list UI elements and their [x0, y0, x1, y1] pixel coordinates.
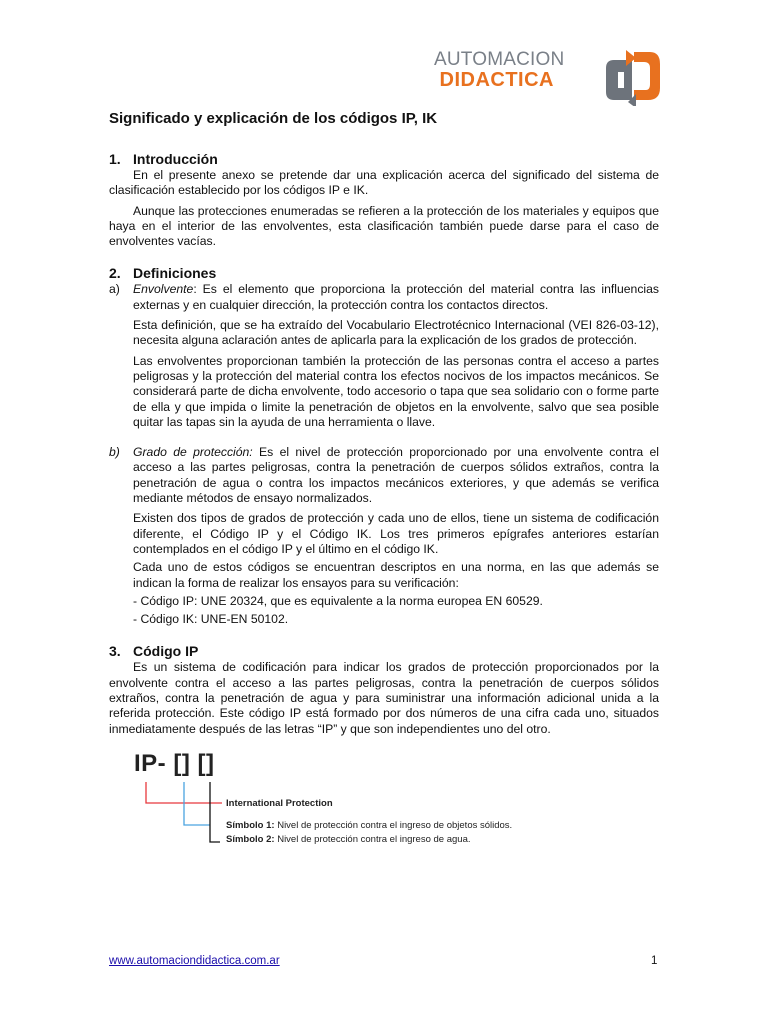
page-number: 1 — [651, 955, 658, 967]
paragraph: Cada uno de estos códigos se encuentran descriptos en una norma, en las que además se indican la forma de realizar los ensayos para su verificación: — [133, 560, 659, 590]
paragraph: Aunque las protecciones enumeradas se refieren a la protección de los materiales y equipos que haya en el interior de las envolventes, esta clasificación también puede darse para el caso de envolventes vacías. — [109, 203, 659, 249]
list-item: - Código IP: UNE 20324, que es equivalente a la norma europea EN 60529. — [133, 593, 543, 608]
diagram-symbol-1: Símbolo 1: Nivel de protección contra el ingreso de objetos sólidos. — [226, 820, 513, 831]
paragraph: Las envolventes proporcionan también la protección de las personas contra el acceso a partes peligrosas y la protección del material contra los efectos nocivos de los impactos mecánicos. Se considerará parte de dicha envolvente, todo accesorio o tapa que sea solidario con o forme parte de ella y que impida o limite la penetración de objetos en la envolvente, salvo que sea posible quitar las tapas sin la ayuda de una herramienta o llave. — [133, 353, 659, 429]
paragraph: En el presente anexo se pretende dar una explicación acerca del significado del sistema de clasificación establecido por los códigos IP e IK. — [109, 168, 659, 198]
diagram-symbol-2: Símbolo 2: Nivel de protección contra el ingreso de agua. — [226, 834, 471, 845]
ip-code-diagram — [134, 752, 574, 852]
document-body — [109, 150, 659, 737]
company-logo — [434, 46, 664, 106]
website-link[interactable]: www.automaciondidactica.com.ar — [109, 955, 280, 967]
logo-text — [434, 49, 565, 91]
paragraph: Existen dos tipos de grados de protección y cada uno de ellos, tiene un sistema de codificación diferente, el Código IP y el Código IK. Los tres primeros epígrafes anteriores estarían contemplados en el código IP y el último en el código IK. — [133, 511, 659, 556]
paragraph: Es un sistema de codificación para indicar los grados de protección proporcionados por la envolvente contra el acceso a las partes peligrosas, contra la penetración de cuerpos sólidos extraños, contra la penetración de agua y para suministrar una información adicional unida a la referida protección. Este código IP está formado por dos números de una cifra cada uno, situados inmediatamente después de las letras “IP” y que son independientes uno del otro. — [109, 660, 659, 736]
diagram-international-protection: International Protection — [226, 798, 333, 809]
logo-line2: DIDACTICA — [439, 68, 554, 91]
logo-line1: AUTOMACION — [434, 49, 565, 70]
term-grado: Grado de protección: — [133, 445, 253, 460]
section-heading-ip: 3. Código IP — [109, 643, 199, 660]
list-item: - Código IK: UNE-EN 50102. — [133, 612, 289, 627]
definition-b: b) Grado de protección: Es el nivel de protección proporcionado por una envolvente contra el acceso a las partes peligrosas, contra la penetración de cuerpos sólidos extraños, contra la penetración de agua o contra los impactos mecánicos exteriores, y que además se verifica mediante métodos de ensayo normalizados. — [109, 445, 659, 506]
paragraph: Esta definición, que se ha extraído del Vocabulario Electrotécnico Internacional (VEI 826-03-12), necesita alguna aclaración antes de aplicarla para la explicación de los grados de protección. — [133, 318, 659, 348]
ad-logo-icon — [602, 46, 664, 106]
page-title: Significado y explicación de los códigos IP, IK — [109, 110, 438, 127]
term-envolvente: Envolvente — [133, 282, 194, 297]
section-heading-intro: 1. Introducción — [109, 151, 218, 167]
definition-a: a) Envolvente: Es el elemento que proporciona la protección del material contra las influencias externas y en cualquier dirección, la protección contra los contactos directos. — [109, 282, 659, 312]
section-heading-definitions: 2. Definiciones — [109, 265, 217, 282]
ip-code-label: IP- [] [] — [134, 750, 215, 777]
